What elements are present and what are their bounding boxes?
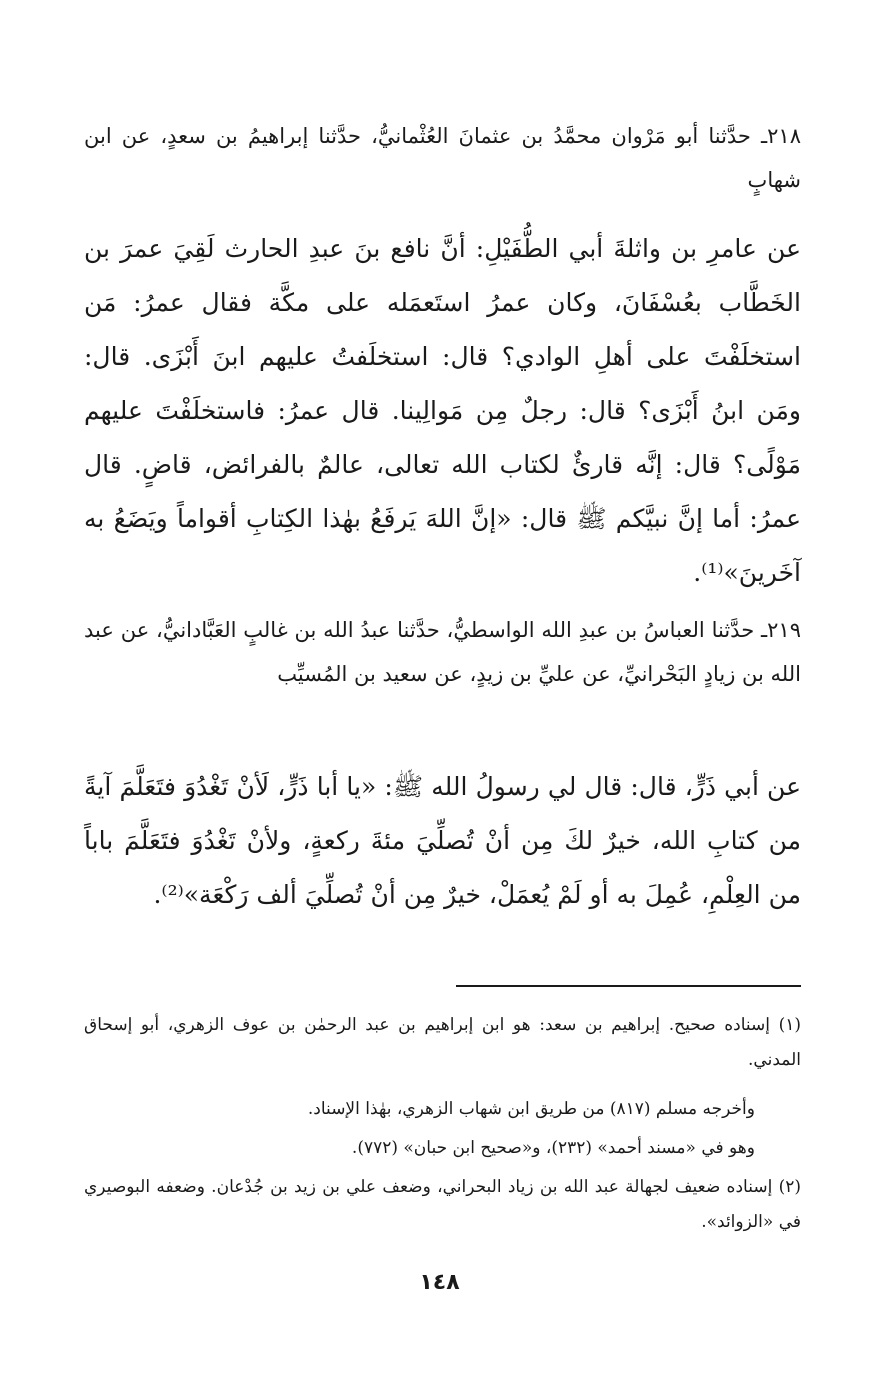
footnote-1-line-3: وهو في «مسند أحمد» (٢٣٢)، و«صحيح ابن حبان» (٧٧٢). <box>351 1138 755 1158</box>
footnote-separator <box>456 985 801 987</box>
footnote-1: (١) إسناده صحيح. إبراهيم بن سعد: هو ابن إبراهيم بن عبد الرحمٰن بن عوف الزهري، أبو إسحاق المدني. <box>84 1015 801 1070</box>
hadith-219-matn: عن أبي ذَرٍّ، قال: قال لي رسولُ الله ﷺ: «يا أبا ذَرٍّ، لَأنْ تَغْدُوَ فتَعَلَّمَ آيةً من كتابِ الله، خيرٌ لكَ مِن أنْ تُصلِّيَ مئةَ ركعةٍ، ولأنْ تَغْدُوَ فتَعَلَّمَ باباً من العِلْمِ، عُمِلَ به أو لَمْ يُعمَلْ، خيرٌ مِن أنْ تُصلِّيَ ألف رَكْعَة»⁽²⁾. <box>84 772 801 909</box>
hadith-219-isnad: ٢١٩ـ حدَّثنا العباسُ بن عبدِ الله الواسطيُّ، حدَّثنا عبدُ الله بن غالبٍ العَبَّادانيُّ، عن عبد الله بن زيادٍ البَحْرانيِّ، عن عليِّ بن زيدٍ، عن سعيد بن المُسيِّب <box>84 618 801 686</box>
hadith-218-matn: عن عامرِ بن واثلةَ أبي الطُّفَيْلِ: أنَّ نافع بنَ عبدِ الحارث لَقِيَ عمرَ بن الخَطَّاب بعُسْفَانَ، وكان عمرُ استَعمَله على مكَّة فقال عمرُ: مَن استخلَفْتَ على أهلِ الوادي؟ قال: استخلَفتُ عليهم ابنَ أَبْزَى. قال: ومَن ابنُ أَبْزَى؟ قال: رجلٌ مِن مَوالِينا. قال عمرُ: فاستخلَفْتَ عليهم مَوْلًى؟ قال: إنَّه قارئٌ لكتاب الله تعالى، عالمٌ بالفرائض، قاضٍ. قال عمرُ: أما إنَّ نبيَّكم ﷺ قال: «إنَّ اللهَ يَرفَعُ بهٰذا الكِتابِ أقواماً ويَضَعُ به آخَرينَ»⁽¹⁾. <box>84 234 802 587</box>
footnote-2: (٢) إسناده ضعيف لجهالة عبد الله بن زياد البحراني، وضعف علي بن زيد بن جُدْعان. وضعفه البوصيري في «الزوائد». <box>84 1177 801 1232</box>
hadith-218-isnad: ٢١٨ـ حدَّثنا أبو مَرْوان محمَّدُ بن عثمانَ العُثْمانيُّ، حدَّثنا إبراهيمُ بن سعدٍ، عن ابن شهابٍ <box>84 124 801 192</box>
footnote-1-line-2: وأخرجه مسلم (٨١٧) من طريق ابن شهاب الزهري، بهٰذا الإسناد. <box>307 1099 755 1119</box>
page-number: ١٤٨ <box>419 1270 460 1295</box>
